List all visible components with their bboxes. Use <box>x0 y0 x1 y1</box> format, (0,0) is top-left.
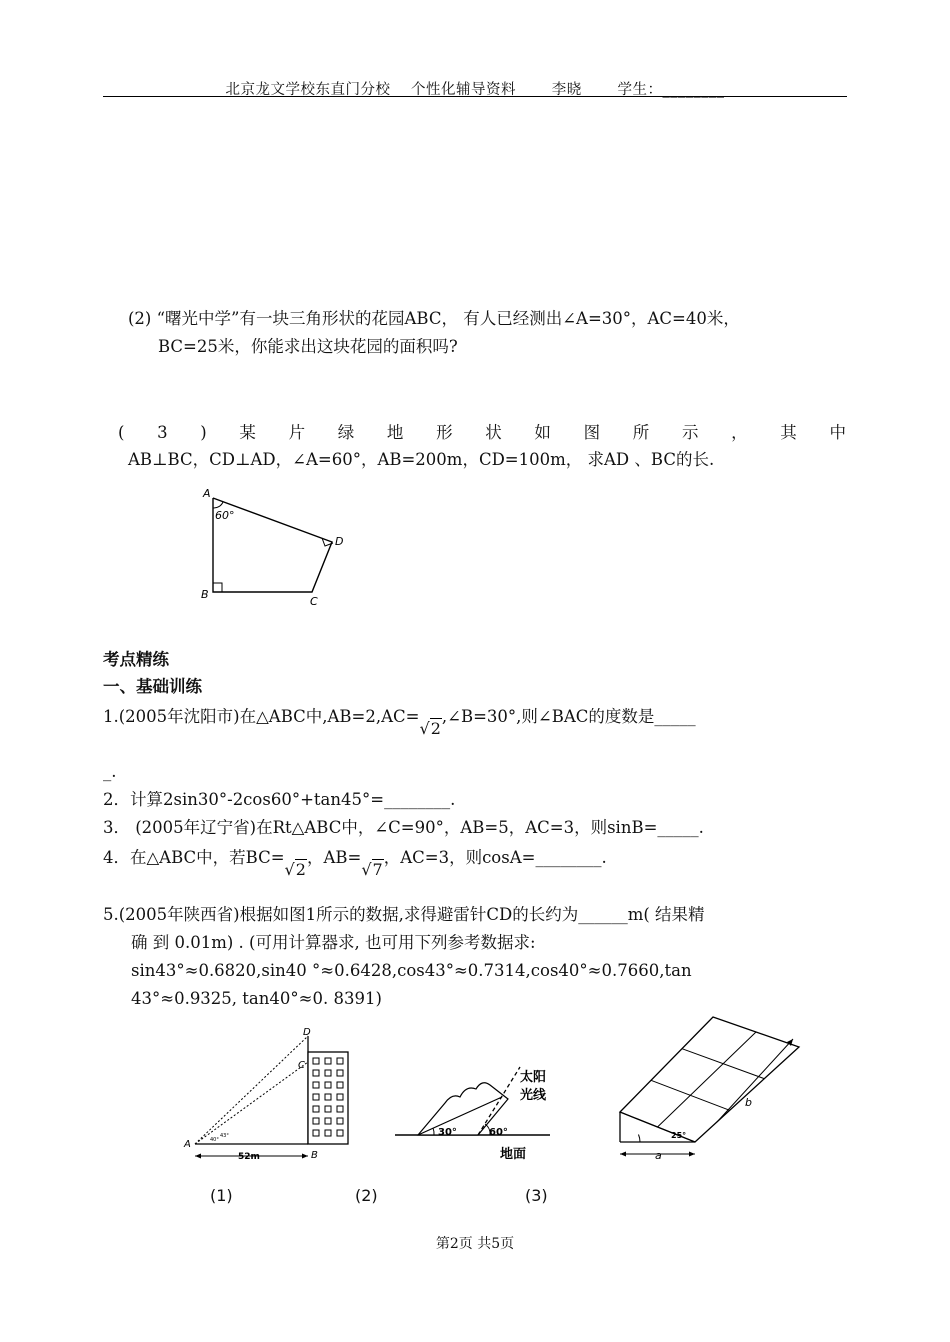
item-5-line2: 确 到 0.01m) . (可用计算器求, 也可用下列参考数据求: <box>131 933 536 952</box>
sqrt-7: √7 <box>361 860 383 879</box>
q2-line2: BC=25米，你能求出这块花园的面积吗? <box>158 337 458 356</box>
item-3: 3． (2005年辽宁省)在Rt△ABC中，∠C=90°，AB=5，AC=3，则sinB=_____. <box>103 818 704 837</box>
arrow-a-right <box>689 1152 695 1157</box>
angle-arc-a <box>213 502 223 508</box>
sqrt-2: √2 <box>419 719 441 738</box>
header-rule <box>103 96 847 97</box>
q3-char: 某 <box>239 423 256 442</box>
caption-2: (2) <box>355 1186 378 1205</box>
sqrt-2: √2 <box>284 860 306 879</box>
figure-2-sunlight <box>390 1055 570 1165</box>
item-4-text-b: ，AB= <box>306 848 362 867</box>
item-5-line3: sin43°≈0.6820,sin40 °≈0.6428,cos43°≈0.7314,cos40°≈0.7660,tan <box>131 961 692 980</box>
page-header: 北京龙文学校东直门分校 个性化辅导资料 李晓 学生：________ <box>225 82 725 98</box>
length-label: 52m <box>238 1152 260 1162</box>
q3-char: ( <box>118 423 125 442</box>
q3-line2: AB⊥BC，CD⊥AD，∠A=60°，AB=200m，CD=100m， 求AD 、BC的长. <box>128 450 715 469</box>
item-4 <box>103 845 607 879</box>
figure-3-roof <box>615 1012 815 1162</box>
label-a: a <box>655 1149 662 1162</box>
figure-1-building <box>180 1024 360 1164</box>
item-5-line1: 5.(2005年陕西省)根据如图1所示的数据,求得避雷针CD的长约为______m( 结果精 <box>103 905 705 924</box>
q3-char: 状 <box>485 423 502 442</box>
item-4-text-a: 4．在△ABC中，若BC= <box>103 848 285 867</box>
angle-25: 25° <box>671 1131 687 1140</box>
q3-char: 地 <box>386 423 404 442</box>
label-c: C <box>298 1060 305 1071</box>
q3-char: ) <box>200 423 207 442</box>
angle-label: 60° <box>215 509 235 522</box>
label-a: A <box>184 1139 191 1150</box>
item-4-text-c: ，AC=3，则cosA=________. <box>383 848 607 867</box>
q3-char: 如 <box>534 423 551 442</box>
label-a: A <box>203 487 211 500</box>
q3-char: 其 <box>780 423 797 442</box>
item-5-line4: 43°≈0.9325, tan40°≈0. 8391) <box>131 989 382 1008</box>
q3-char: 片 <box>288 423 306 442</box>
label-b: B <box>201 588 209 601</box>
q3-char: 绿 <box>337 423 355 442</box>
section-title: 考点精练 <box>103 650 169 669</box>
radicand: 2 <box>430 719 441 738</box>
angle-arc-25 <box>639 1135 641 1143</box>
page-footer: 第2页 共5页 <box>435 1236 515 1252</box>
caption-3: (3) <box>525 1186 548 1205</box>
label-d: D <box>303 1027 311 1038</box>
label-c: C <box>310 595 318 608</box>
q3-line1 <box>118 420 846 446</box>
item-1-text-b: ,∠B=30°,则∠BAC的度数是_____ <box>441 707 696 726</box>
item-1 <box>103 704 696 738</box>
angle-30-label: 30° <box>438 1127 457 1138</box>
q3-char: ， <box>731 423 748 442</box>
arrow-left <box>195 1154 201 1159</box>
sight-line-d <box>195 1036 308 1144</box>
radicand: 2 <box>295 860 306 879</box>
sight-line-c <box>195 1062 308 1144</box>
caption-1: (1) <box>210 1186 233 1205</box>
section-subtitle: 一、基础训练 <box>103 677 202 696</box>
q3-char: 图 <box>583 423 601 442</box>
light-label: 光线 <box>520 1088 547 1103</box>
q3-quadrilateral-figure <box>196 484 346 610</box>
angle-60-label: 60° <box>489 1127 508 1138</box>
label-b: B <box>311 1150 318 1161</box>
angle-40: 40° <box>210 1137 219 1143</box>
arrow-a-left <box>620 1152 626 1157</box>
radicand: 7 <box>372 860 383 879</box>
ground-label: 地面 <box>500 1147 527 1162</box>
sun-label: 太阳 <box>520 1070 547 1085</box>
angle-43: 43° <box>220 1133 229 1139</box>
q3-char: 所 <box>632 423 650 442</box>
item-1-text-a: 1.(2005年沈阳市)在△ABC中,AB=2,AC= <box>103 707 420 726</box>
item-1-continued: _. <box>103 762 117 781</box>
q3-char: 形 <box>436 423 453 442</box>
q3-char: 中 <box>829 423 846 442</box>
q3-char: 示 <box>681 423 699 442</box>
label-d: D <box>335 535 344 548</box>
label-b: b <box>745 1096 752 1109</box>
right-angle-mark-b <box>213 583 222 592</box>
q3-char: 3 <box>157 423 168 442</box>
arrow-right <box>302 1154 308 1159</box>
item-2: 2．计算2sin30°-2cos60°+tan45°=________. <box>103 790 456 809</box>
q2-line1: (2) “曙光中学”有一块三角形状的花园ABC， 有人已经测出∠A=30°，AC=40米， <box>128 309 740 328</box>
